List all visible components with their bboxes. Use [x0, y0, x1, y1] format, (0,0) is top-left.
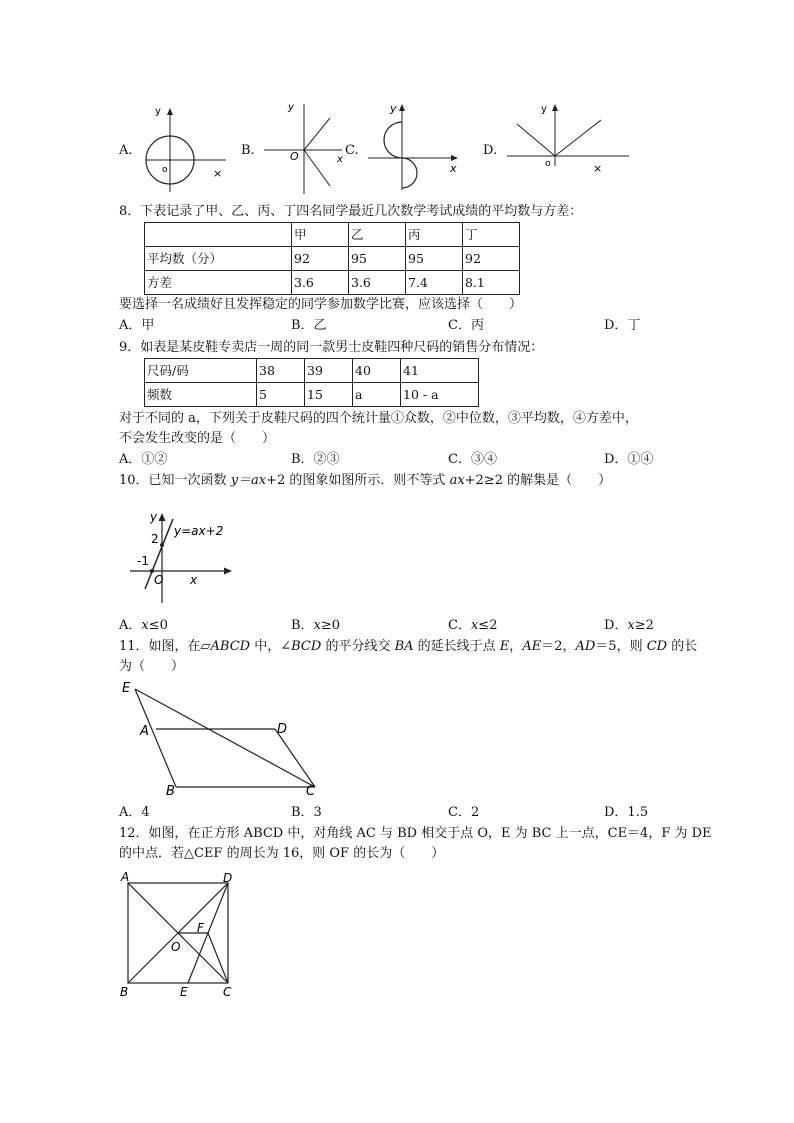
q11-stem-line1: [119, 638, 697, 656]
table-cell: 5: [257, 383, 305, 407]
q12-point-d: D: [223, 871, 233, 885]
table-cell: 38: [257, 359, 305, 383]
q10-y-label: y: [150, 510, 158, 524]
q7-option-d-label: D.: [483, 143, 498, 158]
q11-stem-var: E: [499, 639, 510, 654]
q7-graph-b: [262, 98, 344, 196]
q10-option-b-var: x: [313, 618, 321, 633]
q9-table: [144, 358, 479, 407]
q11-stem-text: 的长: [667, 639, 698, 654]
q8-option-c[interactable]: C．丙: [448, 318, 484, 333]
table-cell: 尺码/码: [145, 359, 257, 383]
table-row: [145, 383, 479, 407]
q11-stem-var: CD: [646, 639, 668, 654]
q8-option-b[interactable]: B．乙: [291, 318, 327, 333]
q9-option-c[interactable]: C．③④: [448, 452, 497, 467]
q10-origin-label: O: [154, 573, 164, 587]
q11-figure: [118, 680, 328, 798]
q9-option-a[interactable]: A．①②: [119, 452, 168, 467]
q11-stem-var: AD: [575, 639, 596, 654]
q7-option-a-label: A.: [119, 143, 133, 158]
table-cell: 3.6: [349, 271, 406, 295]
q10-stem-func: y＝ax: [230, 473, 267, 488]
q11-stem-text: ，: [509, 639, 523, 654]
q12-point-b: B: [120, 985, 129, 999]
q10-y-intercept-label: 2: [151, 532, 159, 546]
q9-option-b[interactable]: B．②③: [291, 452, 340, 467]
q7-option-b-label: B.: [241, 143, 255, 158]
table-cell: 丁: [463, 223, 520, 247]
q9-question-line1: 对于不同的 a，下列关于皮鞋尺码的四个统计量①众数，②中位数，③平均数，④方差中，: [119, 411, 638, 426]
q7-a-origin-label: o: [162, 165, 168, 175]
q10-option-a-var: x: [141, 618, 149, 633]
q10-stem-suffix: +2≥2 的解集是（ ）: [464, 473, 612, 488]
table-cell: 甲: [292, 223, 349, 247]
q7-graph-a: [140, 102, 230, 194]
q10-stem: [119, 472, 611, 490]
q10-stem-prefix: 10．已知一次函数: [119, 473, 231, 488]
table-cell: 92: [292, 247, 349, 271]
q9-option-d[interactable]: D．①④: [604, 452, 654, 467]
q7-a-x-label: ×: [213, 167, 223, 180]
q11-point-d: D: [277, 722, 288, 737]
q11-stem-text: 的平分线交: [321, 639, 395, 654]
q11-point-e: E: [122, 681, 131, 696]
q10-line-label: y=ax+2: [174, 524, 224, 538]
q7-b-y-label: y: [288, 102, 294, 113]
q10-graph: [126, 505, 236, 605]
q7-d-x-label: ×: [593, 162, 603, 175]
table-cell: 40: [353, 359, 401, 383]
q7-option-c-label: C.: [345, 143, 359, 158]
q11-option-b[interactable]: B．3: [291, 805, 322, 820]
q7-b-origin-label: O: [290, 150, 299, 163]
q10-option-a[interactable]: [119, 617, 168, 635]
q10-option-c[interactable]: [448, 617, 497, 635]
q10-option-c-var: x: [470, 618, 479, 633]
q12-point-a: A: [121, 870, 130, 884]
q12-point-c: C: [223, 985, 232, 999]
q10-option-b-rest: ≥0: [320, 618, 341, 633]
table-cell: 平均数（分）: [145, 247, 292, 271]
q12-point-o: O: [171, 940, 181, 954]
q8-option-d[interactable]: D．丁: [604, 318, 641, 333]
q10-stem-mid: +2 的图象如图所示．则不等式: [266, 473, 450, 488]
q10-option-c-rest: ≤2: [478, 618, 498, 633]
q12-figure: [116, 868, 246, 1000]
q10-option-d[interactable]: [604, 617, 654, 635]
q7-graph-c: [366, 100, 460, 192]
table-row: [145, 271, 520, 295]
q8-question: 要选择一名成绩好且发挥稳定的同学参加数学比赛，应该选择（ ）: [119, 297, 523, 312]
table-row: [145, 247, 520, 271]
table-cell: 95: [406, 247, 463, 271]
q7-a-y-label: y: [155, 106, 161, 117]
q10-option-c-letter: C．: [448, 618, 471, 633]
q8-stem: 8．下表记录了甲、乙、丙、丁四名同学最近几次数学考试成绩的平均数与方差：: [119, 204, 583, 219]
table-cell: 10 - a: [401, 383, 479, 407]
q10-option-a-letter: A．: [119, 618, 142, 633]
q12-stem-line2: 的中点．若△CEF 的周长为 16，则 OF 的长为（ ）: [119, 846, 445, 861]
q10-x-label: x: [190, 573, 198, 587]
q9-stem: 9．如表是某皮鞋专卖店一周的同一款男士皮鞋四种尺码的销售分布情况：: [119, 340, 544, 355]
q7-d-origin-label: o: [545, 159, 551, 169]
table-cell: 39: [305, 359, 353, 383]
q12-point-f: F: [197, 921, 204, 935]
table-cell: 15: [305, 383, 353, 407]
table-cell: [145, 223, 292, 247]
q7-d-y-label: y: [541, 104, 547, 115]
q8-option-a[interactable]: A．甲: [119, 318, 155, 333]
q10-option-d-var: x: [627, 618, 635, 633]
q7-b-x-label: x: [337, 154, 343, 165]
q11-stem-var: BCD: [291, 639, 322, 654]
q9-question-line2: 不会发生改变的是（ ）: [119, 431, 276, 446]
q10-stem-ineq: ax: [449, 473, 465, 488]
q11-option-a[interactable]: A．4: [119, 805, 150, 820]
q11-stem-var: BA: [394, 639, 414, 654]
q7-c-x-label: x: [450, 162, 457, 175]
q11-stem-var: ABCD: [210, 639, 251, 654]
q12-stem-line1: 12．如图，在正方形 ABCD 中，对角线 AC 与 BD 相交于点 O，E 为 BC 上一点，CE＝4，F 为 DE: [119, 826, 712, 841]
q11-stem-text: 11．如图，在▱: [119, 639, 211, 654]
q11-stem-line2: 为（ ）: [119, 659, 185, 674]
q10-option-d-letter: D．: [604, 618, 628, 633]
q11-stem-var: AE: [522, 639, 542, 654]
q11-stem-text: 的延长线于点: [413, 639, 500, 654]
table-cell: 乙: [349, 223, 406, 247]
q11-stem-text: 中，∠: [250, 639, 292, 654]
q10-option-b[interactable]: [291, 617, 340, 635]
q8-table: [144, 222, 520, 295]
table-cell: 丙: [406, 223, 463, 247]
q10-x-intercept-label: -1: [137, 554, 149, 568]
q7-c-y-label: y: [390, 102, 397, 115]
table-cell: 3.6: [292, 271, 349, 295]
q10-option-b-letter: B．: [291, 618, 314, 633]
q11-point-b: B: [166, 784, 175, 799]
q10-option-a-rest: ≤0: [148, 618, 168, 633]
q10-option-d-rest: ≥2: [634, 618, 654, 633]
table-cell: 95: [349, 247, 406, 271]
q11-point-a: A: [140, 724, 149, 739]
table-cell: 频数: [145, 383, 257, 407]
table-row: [145, 223, 520, 247]
q11-stem-text: ＝2，: [541, 639, 576, 654]
table-row: [145, 359, 479, 383]
q12-point-e: E: [180, 985, 188, 999]
q11-stem-text: ＝5，则: [595, 639, 647, 654]
q11-point-c: C: [306, 784, 316, 799]
table-cell: 方差: [145, 271, 292, 295]
q11-option-c[interactable]: C．2: [448, 805, 480, 820]
table-cell: 7.4: [406, 271, 463, 295]
table-cell: 41: [401, 359, 479, 383]
q11-option-d[interactable]: D．1.5: [604, 805, 649, 820]
q7-graph-d: [505, 100, 631, 175]
table-cell: 8.1: [463, 271, 520, 295]
table-cell: a: [353, 383, 401, 407]
table-cell: 92: [463, 247, 520, 271]
